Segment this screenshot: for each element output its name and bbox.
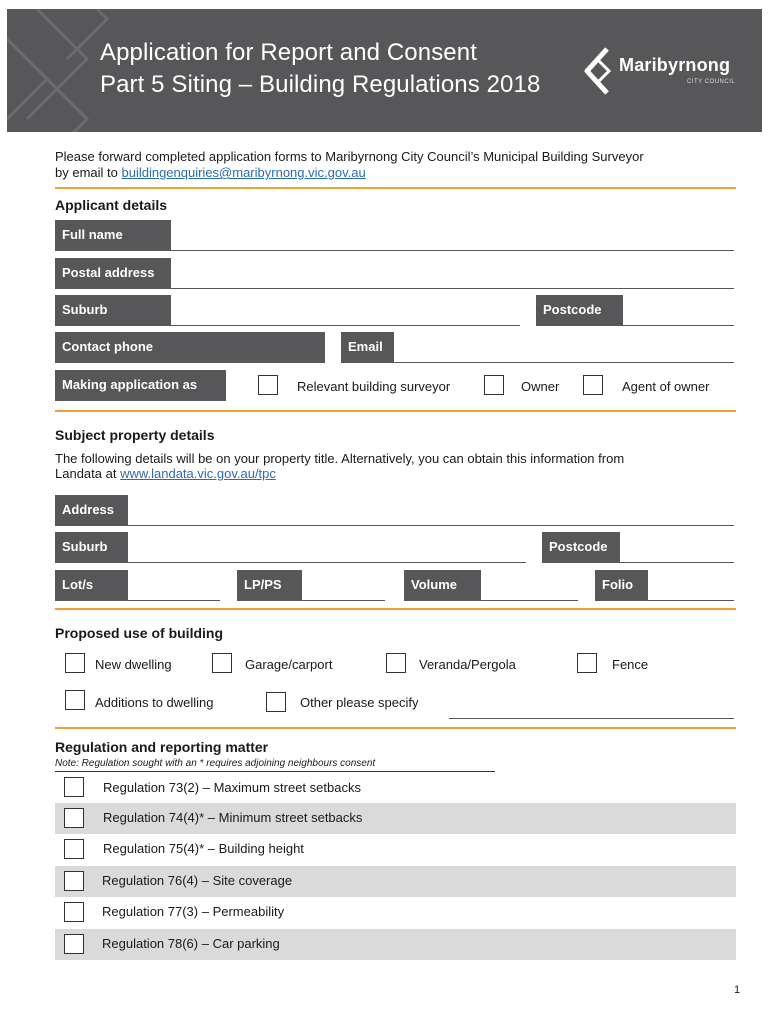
postcode-label: Postcode [536,295,623,326]
council-logo [577,43,752,99]
folio-label: Folio [595,570,648,601]
applicant-heading: Applicant details [55,197,168,213]
regulation-row [55,866,736,897]
regulation-heading: Regulation and reporting matter [55,739,269,755]
checkbox-relevant-building-surveyor[interactable] [258,375,278,395]
logo-wordmark: Maribyrnong [619,55,731,75]
postal-address-label: Postal address [55,258,171,289]
option-owner: Owner [521,379,560,394]
option-fence: Fence [612,657,649,672]
note-underline [55,771,495,772]
checkbox-regulation-75-4[interactable] [64,839,84,859]
intro-prefix: by email to [55,165,122,180]
logo-subtitle: CITY COUNCIL [687,79,736,85]
option-veranda-pergola: Veranda/Pergola [419,657,516,672]
volume-label: Volume [404,570,481,601]
regulation-note: Note: Regulation sought with an * requires adjoining neighbours consent [55,758,376,769]
other-specify-field[interactable] [449,718,734,719]
lots-field[interactable] [128,600,220,601]
folio-field[interactable] [648,600,734,601]
page-title-line-1: Application for Report and Consent [100,39,477,66]
property-suburb-label: Suburb [55,532,128,563]
making-application-label: Making application as [55,370,226,401]
property-desc-line-1: The following details will be on your property title. Alternatively, you can obtain this information from [55,451,625,466]
regulation-row [55,897,736,928]
regulation-label: Regulation 73(2) – Maximum street setbacks [103,780,361,795]
lots-label: Lot/s [55,570,128,601]
checkbox-agent-of-owner[interactable] [583,375,603,395]
checkbox-regulation-74-4[interactable] [64,808,84,828]
suburb-field[interactable] [171,325,520,326]
option-new-dwelling: New dwelling [95,657,172,672]
checkbox-owner[interactable] [484,375,504,395]
contact-phone-label: Contact phone [55,332,325,363]
regulation-label: Regulation 75(4)* – Building height [103,841,304,856]
checkbox-garage-carport[interactable] [212,653,232,673]
council-logo-icon [577,43,619,99]
section-rule [55,187,736,189]
checkbox-veranda-pergola[interactable] [386,653,406,673]
property-postcode-field[interactable] [620,562,734,563]
option-additions-to-dwelling: Additions to dwelling [95,695,214,710]
landata-prefix: Landata at [55,466,121,481]
checkbox-other[interactable] [266,692,286,712]
checkbox-new-dwelling[interactable] [65,653,85,673]
suburb-label: Suburb [55,295,171,326]
section-rule [55,608,736,610]
page-number: 1 [734,984,741,996]
property-desc-line-2 [55,466,276,482]
property-address-field[interactable] [128,525,734,526]
checkbox-fence[interactable] [577,653,597,673]
checkbox-additions-to-dwelling[interactable] [65,690,85,710]
lpps-field[interactable] [302,600,385,601]
property-postcode-label: Postcode [542,532,620,563]
volume-field[interactable] [481,600,578,601]
property-suburb-field[interactable] [128,562,526,563]
landata-link[interactable]: www.landata.vic.gov.au/tpc [120,466,276,481]
regulation-row [55,803,736,834]
property-address-label: Address [55,495,128,526]
option-agent-of-owner: Agent of owner [622,379,710,394]
email-link[interactable]: buildingenquiries@maribyrnong.vic.gov.au [121,165,366,180]
regulation-row [55,834,736,865]
intro-line-1: Please forward completed application forms to Maribyrnong City Council’s Municipal Building Surveyor [55,149,644,164]
property-heading: Subject property details [55,427,215,443]
email-field[interactable] [394,362,734,363]
email-label: Email [341,332,394,363]
regulation-label: Regulation 76(4) – Site coverage [102,873,293,888]
regulation-row [55,929,736,960]
regulation-label: Regulation 74(4)* – Minimum street setbacks [103,810,363,825]
option-garage-carport: Garage/carport [245,657,333,672]
full-name-field[interactable] [171,250,734,251]
full-name-label: Full name [55,220,171,251]
checkbox-regulation-78-6[interactable] [64,934,84,954]
regulation-row [55,773,736,804]
header-banner [7,9,762,132]
checkbox-regulation-76-4[interactable] [64,871,84,891]
section-rule [55,727,736,729]
option-other-please-specify: Other please specify [300,695,419,710]
postcode-field[interactable] [623,325,734,326]
checkbox-regulation-73-2[interactable] [64,777,84,797]
proposed-use-heading: Proposed use of building [55,625,223,641]
page-title-line-2: Part 5 Siting – Building Regulations 2018 [100,71,541,98]
option-relevant-building-surveyor: Relevant building surveyor [297,379,451,394]
section-rule [55,410,736,412]
checkbox-regulation-77-3[interactable] [64,902,84,922]
regulation-label: Regulation 77(3) – Permeability [102,904,285,919]
regulation-label: Regulation 78(6) – Car parking [102,936,280,951]
intro-line-2 [55,165,366,181]
postal-address-field[interactable] [171,288,734,289]
lpps-label: LP/PS [237,570,302,601]
